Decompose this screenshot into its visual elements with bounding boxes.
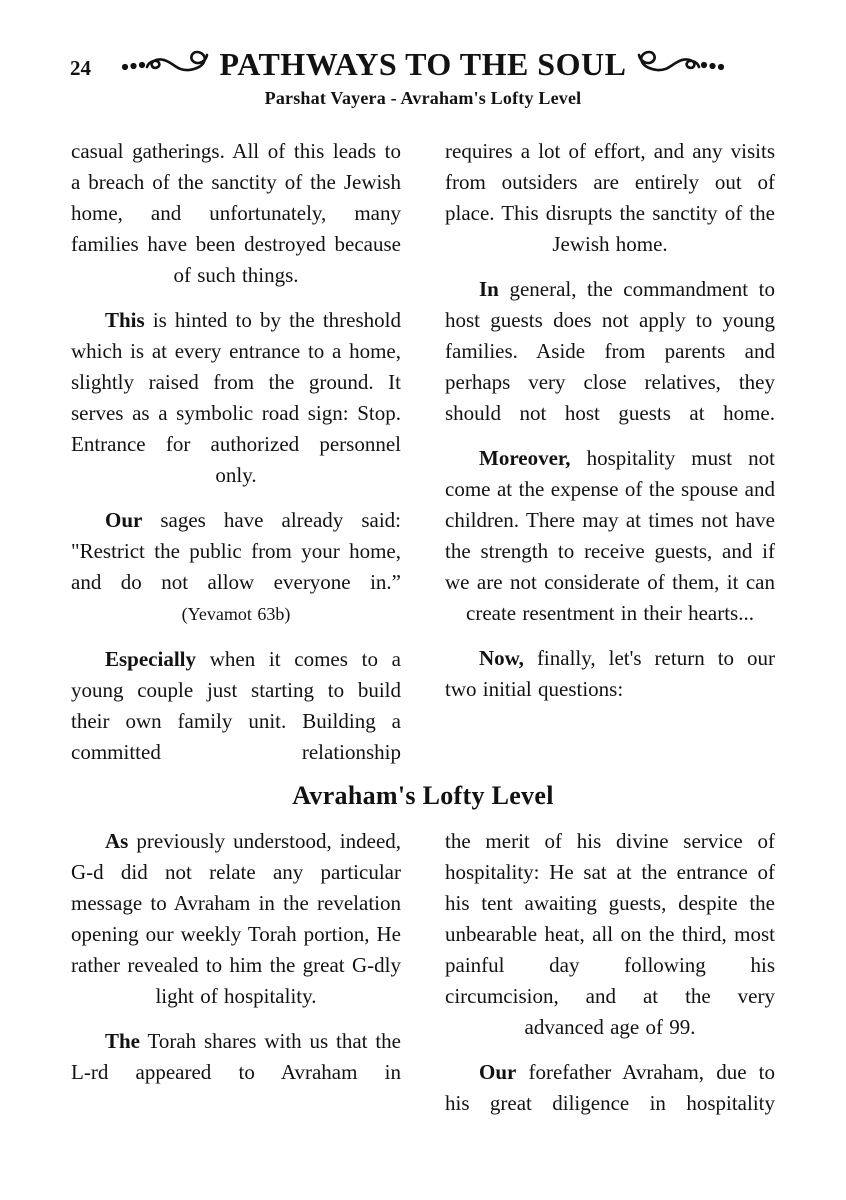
- paragraph-text: sages have already said: "Restrict the public from your home, and do not allow everyone in.”: [71, 508, 401, 594]
- page-number: 24: [70, 56, 91, 80]
- paragraph: [445, 826, 775, 1043]
- paragraph-lead-word: Our: [105, 508, 143, 532]
- paragraph: [445, 274, 775, 429]
- paragraph-lead-word: Moreover,: [479, 446, 571, 470]
- paragraph-lead-word: Our: [479, 1060, 517, 1084]
- paragraph: [71, 305, 401, 491]
- section-heading: Avraham's Lofty Level: [292, 781, 554, 810]
- page-subtitle: Parshat Vayera - Avraham's Lofty Level: [264, 88, 582, 108]
- paragraph-text: hospitality must not come at the expense of the spouse and children. There may at times not have the strength to receive guests, and if we are not considerate of them, it can create resentment in their hearts...: [445, 446, 776, 625]
- page-header: [0, 0, 846, 109]
- paragraph: [71, 1026, 401, 1088]
- paragraph-text: finally, let's return to our two initial questions:: [445, 646, 776, 701]
- paragraph-lead-word: As: [105, 829, 129, 853]
- paragraph-text: when it comes to a young couple just starting to build their own family unit. Building a committed relationship: [71, 647, 401, 764]
- paragraph-text: previously understood, indeed, G-d did not relate any particular message to Avraham in the revelation opening our weekly Torah portion, He rather revealed to him the great G-dly light of hospitality.: [71, 829, 402, 1008]
- right-column: [445, 826, 775, 1119]
- paragraph: [71, 505, 401, 630]
- right-column: [445, 136, 775, 769]
- paragraph-lead-word: Especially: [105, 647, 197, 671]
- paragraph: [445, 443, 775, 629]
- page-title: PATHWAYS TO THE SOUL: [219, 46, 627, 82]
- paragraph: [71, 136, 401, 291]
- paragraph-text: is hinted to by the threshold which is at every entrance to a home, slightly raised from the ground. It serves as a symbolic road sign: Stop. Entrance for authorized personnel only.: [71, 308, 401, 487]
- source-citation: (Yevamot 63b): [181, 604, 291, 624]
- paragraph-text: requires a lot of effort, and any visits from outsiders are entirely out of place. This disrupts the sanctity of the Jewish home.: [445, 139, 775, 256]
- paragraph-lead-word: Now,: [479, 646, 524, 670]
- paragraph: [445, 643, 775, 705]
- paragraph-text: Torah shares with us that the L-rd appeared to Avraham in: [71, 1029, 401, 1084]
- paragraph: [445, 1057, 775, 1119]
- paragraph-lead-word: The: [105, 1029, 141, 1053]
- title-row: [0, 46, 846, 83]
- two-column-text-block-bottom: [0, 826, 846, 1119]
- left-column: [71, 136, 401, 769]
- paragraph-text: forefather Avraham, due to his great diligence in hospitality: [445, 1060, 775, 1115]
- paragraph: [71, 826, 401, 1012]
- paragraph-text: the merit of his divine service of hospitality: He sat at the entrance of his tent awaiting guests, despite the unbearable heat, all on the third, most painful day following his circumcision, and at the very advanced age of 99.: [445, 829, 775, 1039]
- paragraph-text: general, the commandment to host guests does not apply to young families. Aside from parents and perhaps very close relatives, they should not host guests at home.: [445, 277, 775, 425]
- flourish-right-icon: [634, 49, 726, 80]
- paragraph-lead-word: This: [105, 308, 145, 332]
- paragraph: [71, 644, 401, 768]
- paragraph-lead-word: In: [479, 277, 499, 301]
- two-column-text-block-top: [0, 136, 846, 769]
- left-column: [71, 826, 401, 1119]
- paragraph: [445, 136, 775, 260]
- paragraph-text: casual gatherings. All of this leads to a breach of the sanctity of the Jewish home, and unfortunately, many families have been destroyed because of such things.: [71, 139, 401, 287]
- flourish-left-icon: [120, 49, 212, 80]
